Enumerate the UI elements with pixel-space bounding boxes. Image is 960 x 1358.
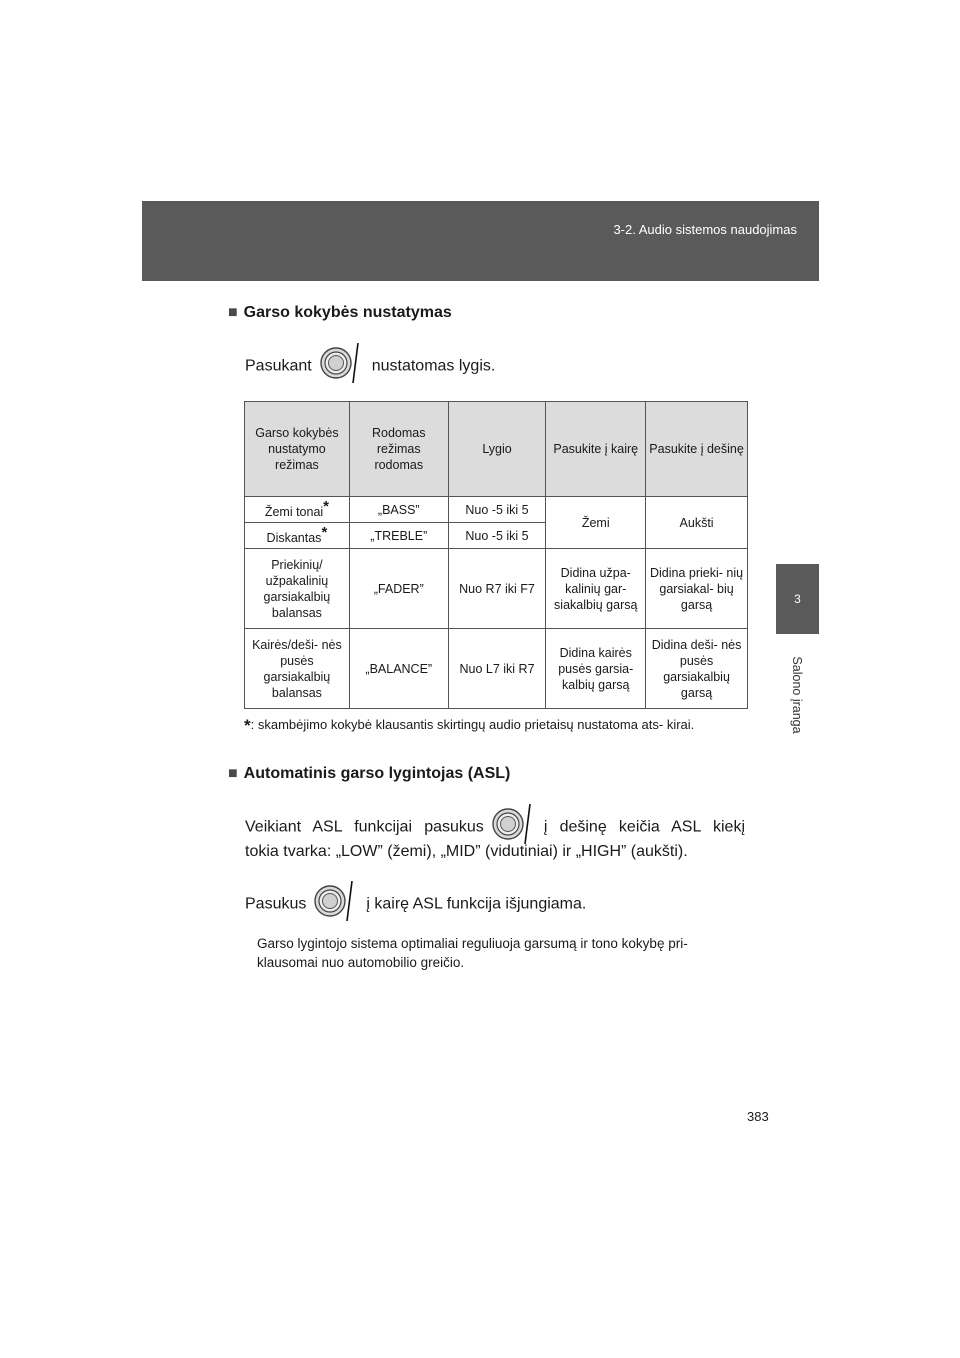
tune-knob-icon — [312, 881, 360, 928]
table-row — [245, 549, 748, 629]
asl-instruction-line-3 — [245, 881, 745, 928]
table-header-row — [245, 402, 748, 497]
instruction-text-before: Pasukus — [245, 895, 307, 913]
table-cell-mode: Priekinių/ užpakalinių garsiakalbių balansas — [245, 549, 350, 629]
instruction-text-after: į dešinę keičia ASL kiekį — [543, 818, 745, 836]
square-bullet-icon: ■ — [228, 304, 238, 321]
asl-instruction-line-2: tokia tvarka: „LOW” (žemi), „MID” (vidutiniai) ir „HIGH” (aukšti). — [245, 843, 688, 860]
table-cell-mode: Kairės/deši- nės pusės garsiakalbių balansas — [245, 629, 350, 709]
table-row — [245, 497, 748, 523]
table-header-cell: Rodomas režimas rodomas — [349, 402, 448, 497]
section-heading-asl — [228, 765, 510, 783]
table-cell-right: Aukšti — [646, 497, 748, 549]
table-cell-right: Didina prieki- nių garsiakal- bių garsą — [646, 549, 748, 629]
sound-settings-table — [244, 401, 748, 709]
instruction-text-after: nustatomas lygis. — [371, 357, 496, 375]
table-row — [245, 629, 748, 709]
instruction-text-before: Pasukant — [245, 357, 312, 375]
table-cell-left: Žemi — [546, 497, 646, 549]
table-cell-level: Nuo L7 iki R7 — [448, 629, 546, 709]
chapter-side-label: Salono įranga — [790, 656, 804, 734]
section-heading-text: Garso kokybės nustatymas — [243, 304, 452, 321]
sound-quality-instruction — [245, 343, 745, 390]
chapter-header-band — [142, 201, 819, 281]
instruction-text-before: Veikiant ASL funkcijai pasukus — [245, 818, 484, 836]
chapter-number-tab — [776, 564, 819, 634]
table-cell-mode: Diskantas* — [245, 523, 350, 549]
table-cell-level: Nuo R7 iki F7 — [448, 549, 546, 629]
asl-note: Garso lygintojo sistema optimaliai reguliuoja garsumą ir tono kokybę pri- klausomai nuo automobilio greičio. — [257, 936, 688, 970]
section-heading-text: Automatinis garso lygintojas (ASL) — [243, 765, 511, 782]
footnote-mark: * — [244, 716, 251, 735]
table-cell-level: Nuo -5 iki 5 — [448, 497, 546, 523]
section-heading-sound-quality — [228, 304, 452, 322]
tune-knob-icon — [318, 343, 366, 390]
table-cell-level: Nuo -5 iki 5 — [448, 523, 546, 549]
table-header-cell: Garso kokybės nustatymo režimas — [245, 402, 350, 497]
table-cell-display: „TREBLE” — [349, 523, 448, 549]
chapter-number: 3 — [794, 592, 801, 606]
table-cell-display: „BALANCE” — [349, 629, 448, 709]
table-cell-right: Didina deši- nės pusės garsiakalbių garsą — [646, 629, 748, 709]
table-header-cell: Lygio — [448, 402, 546, 497]
page-number: 383 — [747, 1109, 769, 1124]
table-cell-left: Didina kairės pusės garsia- kalbių garsą — [546, 629, 646, 709]
chapter-section-title: 3-2. Audio sistemos naudojimas — [613, 222, 797, 237]
table-cell-display: „FADER” — [349, 549, 448, 629]
square-bullet-icon: ■ — [228, 765, 238, 782]
table-footnote — [244, 715, 749, 735]
table-cell-mode: Žemi tonai* — [245, 497, 350, 523]
table-cell-display: „BASS” — [349, 497, 448, 523]
footnote-text: : skambėjimo kokybė klausantis skirtingų audio prietaisų nustatoma ats- kirai. — [250, 717, 695, 732]
instruction-text-after: į kairę ASL funkcija išjungiama. — [366, 895, 587, 913]
table-header-cell: Pasukite į kairę — [546, 402, 646, 497]
table-cell-left: Didina užpa- kalinių gar- siakalbių garsą — [546, 549, 646, 629]
table-header-cell: Pasukite į dešinę — [646, 402, 748, 497]
